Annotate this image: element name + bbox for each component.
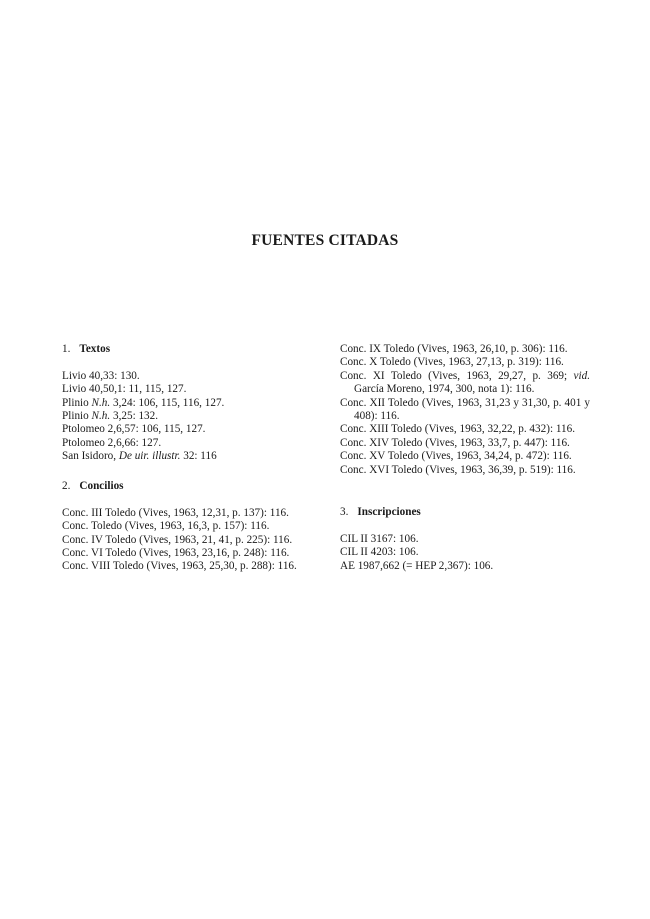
citation-entry — [62, 370, 312, 383]
citation-text: Conc. VI Toledo (Vives, 1963, 23,16, p. 248): 116. — [62, 547, 290, 560]
citation-text: Conc. XVI Toledo (Vives, 1963, 36,39, p. 519): 116. — [340, 463, 576, 476]
citation-entry — [340, 546, 590, 559]
citation-text: Conc. IV Toledo (Vives, 1963, 21, 41, p. 225): 116. — [62, 533, 293, 546]
citation-entry — [340, 450, 590, 463]
section-textos — [62, 343, 312, 464]
list-concilios-right — [340, 343, 590, 477]
citation-entry — [62, 437, 312, 450]
citation-entry — [62, 547, 312, 560]
citation-text: Conc. III Toledo (Vives, 1963, 12,31, p. 137): 116. — [62, 506, 289, 519]
citation-entry — [340, 356, 590, 369]
citation-text: Livio 40,50,1: 11, 115, 127. — [62, 383, 187, 396]
citation-text: Conc. Toledo (Vives, 1963, 16,3, p. 157): 116. — [62, 520, 270, 533]
citation-entry — [62, 383, 312, 396]
citation-text: Conc. XII Toledo (Vives, 1963, 31,23 y 31,30, p. 401 y 408): 116. — [340, 396, 590, 423]
citation-text-continued: 3,25: 132. — [110, 410, 159, 423]
citation-text: Ptolomeo 2,6,66: 127. — [62, 436, 162, 449]
citation-text: CIL II 4203: 106. — [340, 546, 419, 559]
section-concilios — [62, 480, 312, 574]
citation-entry — [340, 423, 590, 436]
citation-entry — [62, 560, 312, 573]
citation-text: Plinio — [62, 396, 92, 409]
citation-text-continued: 32: 116 — [180, 450, 217, 463]
citation-text: San Isidoro, — [62, 450, 119, 463]
citation-text-continued: García Moreno, 1974, 300, nota 1): 116. — [354, 383, 535, 396]
section-heading-inscripciones — [340, 506, 590, 519]
citation-entry — [62, 507, 312, 520]
page-title: FUENTES CITADAS — [251, 232, 399, 249]
citation-text: Conc. XIV Toledo (Vives, 1963, 33,7, p. 447): 116. — [340, 436, 570, 449]
citation-text: Conc. XV Toledo (Vives, 1963, 34,24, p. 472): 116. — [340, 450, 572, 463]
citation-entry — [340, 397, 590, 424]
list-textos — [62, 370, 312, 464]
citation-text: Conc. VIII Toledo (Vives, 1963, 25,30, p. 288): 116. — [62, 560, 297, 573]
citation-entry — [62, 450, 312, 463]
citation-text-continued: 3,24: 106, 115, 116, 127. — [110, 396, 225, 409]
citation-text: Conc. XI Toledo (Vives, 1963, 29,27, p. 369; — [340, 369, 574, 382]
citation-text: Livio 40,33: 130. — [62, 369, 140, 382]
section-number: 3. — [340, 506, 349, 518]
citation-text: Conc. IX Toledo (Vives, 1963, 26,10, p. 306): 116. — [340, 343, 568, 355]
citation-entry — [62, 410, 312, 423]
list-inscripciones — [340, 533, 590, 573]
section-number: 1. — [62, 343, 71, 355]
section-number: 2. — [62, 480, 71, 492]
citation-text: Conc. X Toledo (Vives, 1963, 27,13, p. 319): 116. — [340, 356, 564, 369]
citation-entry — [340, 560, 590, 573]
citation-entry — [340, 343, 590, 356]
citation-italic: vid. — [573, 369, 590, 382]
citation-italic: N.h. — [91, 410, 111, 423]
citation-italic: N.h. — [91, 396, 111, 409]
section-heading-textos — [62, 343, 312, 356]
list-concilios-left — [62, 507, 312, 574]
citation-entry — [340, 464, 590, 477]
citation-text: Plinio — [62, 410, 92, 423]
citation-italic: De uir. illustr. — [118, 450, 181, 463]
citation-text: Ptolomeo 2,6,57: 106, 115, 127. — [62, 423, 206, 436]
section-title: Concilios — [79, 480, 124, 492]
citation-entry — [62, 397, 312, 410]
citation-text: Conc. XIII Toledo (Vives, 1963, 32,22, p. 432): 116. — [340, 423, 576, 436]
citation-text: CIL II 3167: 106. — [340, 532, 419, 545]
section-inscripciones — [340, 506, 590, 573]
citation-entry — [62, 423, 312, 436]
citation-text: AE 1987,662 (= HEP 2,367): 106. — [340, 559, 494, 572]
citation-entry — [62, 534, 312, 547]
section-heading-concilios — [62, 480, 312, 493]
citation-entry — [62, 520, 312, 533]
citation-entry — [340, 533, 590, 546]
citation-entry — [340, 370, 590, 397]
section-title: Textos — [79, 343, 111, 355]
section-concilios-continued — [340, 343, 590, 477]
citation-entry — [340, 437, 590, 450]
section-title: Inscripciones — [357, 506, 421, 518]
